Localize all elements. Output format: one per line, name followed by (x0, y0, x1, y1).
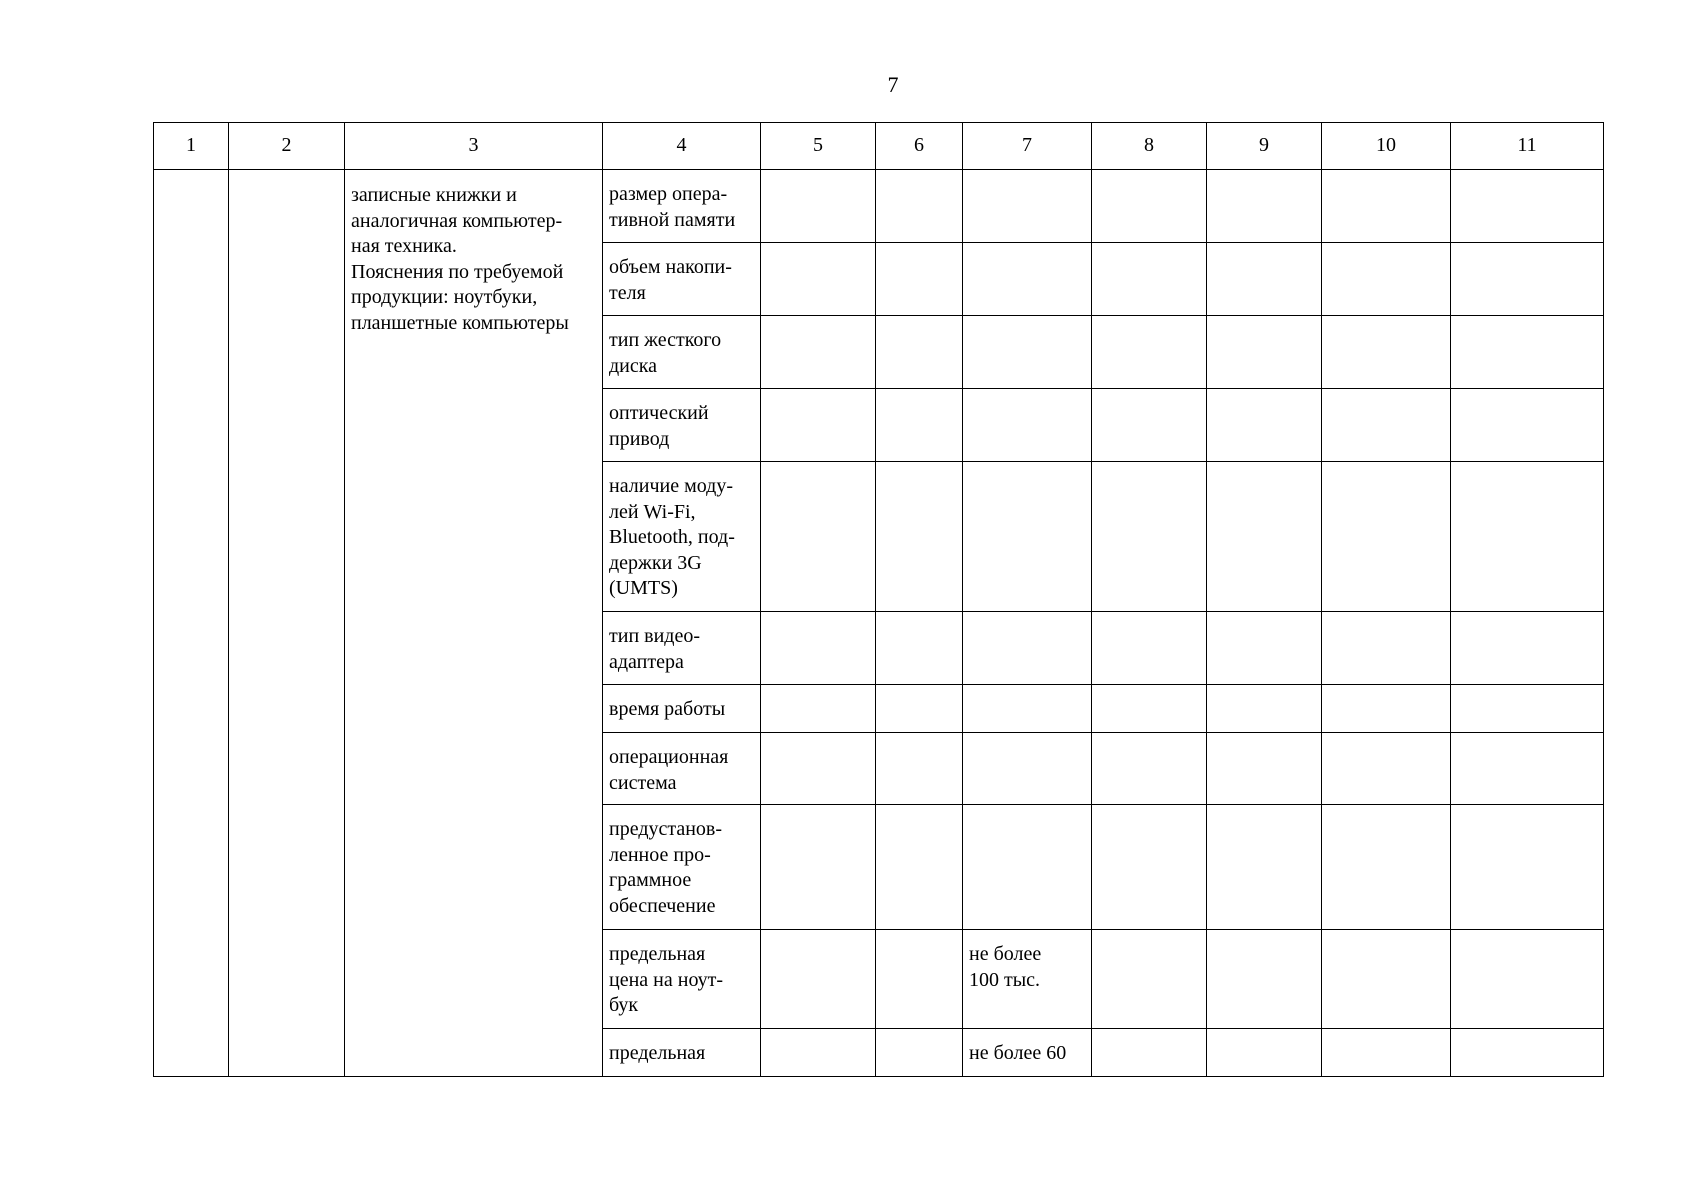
category-description-cell (345, 170, 603, 1077)
characteristic-label: предустанов- ленное про- граммное обеспечение (609, 818, 723, 917)
cell-col-8 (1092, 733, 1207, 805)
header-cell-6: 6 (876, 123, 963, 170)
characteristic-label: предельная (609, 1042, 706, 1064)
cell-col-6 (876, 612, 963, 685)
characteristic-cell (603, 930, 761, 1029)
value-cell (963, 612, 1092, 685)
cell-col-10 (1322, 170, 1451, 243)
cell-col-5 (761, 805, 876, 930)
cell-col-6 (876, 1029, 963, 1077)
cell-col-6 (876, 685, 963, 733)
cell-col-8 (1092, 685, 1207, 733)
cell-col-11 (1451, 389, 1604, 462)
characteristic-label: наличие моду- лей Wi-Fi, Bluetooth, под- держки 3G (UMTS) (609, 475, 735, 599)
characteristic-label: тип жесткого диска (609, 329, 722, 377)
cell-col-9 (1207, 805, 1322, 930)
cell-col-8 (1092, 805, 1207, 930)
characteristic-cell (603, 1029, 761, 1077)
cell-col-8 (1092, 170, 1207, 243)
cell-col-11 (1451, 805, 1604, 930)
characteristic-cell (603, 805, 761, 930)
cell-col-11 (1451, 462, 1604, 612)
cell-col-9 (1207, 316, 1322, 389)
value-cell (963, 1029, 1092, 1077)
value-cell (963, 733, 1092, 805)
cell-col-6 (876, 733, 963, 805)
cell-col-8 (1092, 1029, 1207, 1077)
cell-col-5 (761, 243, 876, 316)
cell-col-8 (1092, 930, 1207, 1029)
value-cell (963, 243, 1092, 316)
cell-col-8 (1092, 612, 1207, 685)
header-cell-3: 3 (345, 123, 603, 170)
cell-col-6 (876, 805, 963, 930)
cell-col-10 (1322, 805, 1451, 930)
cell-col-8 (1092, 316, 1207, 389)
column-1-cell (154, 170, 229, 1077)
value-cell (963, 805, 1092, 930)
cell-col-9 (1207, 1029, 1322, 1077)
header-cell-2: 2 (229, 123, 345, 170)
price-limit-value: не более 60 (969, 1042, 1067, 1064)
value-cell (963, 316, 1092, 389)
cell-col-5 (761, 170, 876, 243)
cell-col-10 (1322, 243, 1451, 316)
cell-col-9 (1207, 243, 1322, 316)
cell-col-5 (761, 685, 876, 733)
characteristic-label: оптический привод (609, 402, 709, 450)
characteristic-label: тип видео- адаптера (609, 625, 701, 673)
cell-col-10 (1322, 1029, 1451, 1077)
cell-col-9 (1207, 389, 1322, 462)
cell-col-6 (876, 243, 963, 316)
requirements-table (153, 122, 1604, 1077)
cell-col-5 (761, 316, 876, 389)
category-description: записные книжки и аналогичная компьютер- ная техника. Пояснения по требуемой продукции: ноутбуки, планшетные компьютеры (351, 184, 569, 334)
header-row (154, 123, 1604, 170)
cell-col-10 (1322, 685, 1451, 733)
cell-col-5 (761, 462, 876, 612)
value-cell (963, 685, 1092, 733)
characteristic-cell (603, 243, 761, 316)
characteristic-cell (603, 316, 761, 389)
characteristic-cell (603, 170, 761, 243)
characteristic-label: объем накопи- теля (609, 256, 732, 304)
header-cell-4: 4 (603, 123, 761, 170)
cell-col-10 (1322, 930, 1451, 1029)
characteristic-label: предельная цена на ноут- бук (609, 943, 724, 1016)
cell-col-11 (1451, 316, 1604, 389)
cell-col-10 (1322, 316, 1451, 389)
cell-col-6 (876, 462, 963, 612)
cell-col-9 (1207, 930, 1322, 1029)
cell-col-5 (761, 733, 876, 805)
cell-col-6 (876, 389, 963, 462)
value-cell (963, 462, 1092, 612)
price-limit-value: не более 100 тыс. (969, 943, 1042, 991)
characteristic-cell (603, 389, 761, 462)
cell-col-10 (1322, 612, 1451, 685)
column-2-cell (229, 170, 345, 1077)
cell-col-5 (761, 1029, 876, 1077)
value-cell (963, 389, 1092, 462)
characteristic-label: операционная система (609, 746, 729, 794)
header-cell-5: 5 (761, 123, 876, 170)
cell-col-5 (761, 930, 876, 1029)
cell-col-11 (1451, 612, 1604, 685)
cell-col-9 (1207, 612, 1322, 685)
characteristic-label: размер опера- тивной памяти (609, 183, 736, 231)
cell-col-8 (1092, 462, 1207, 612)
value-cell (963, 170, 1092, 243)
cell-col-6 (876, 930, 963, 1029)
page-number: 7 (887, 72, 899, 97)
characteristic-cell (603, 733, 761, 805)
cell-col-9 (1207, 733, 1322, 805)
table-row (154, 170, 1604, 243)
cell-col-10 (1322, 462, 1451, 612)
cell-col-6 (876, 170, 963, 243)
cell-col-11 (1451, 733, 1604, 805)
cell-col-11 (1451, 930, 1604, 1029)
header-cell-8: 8 (1092, 123, 1207, 170)
cell-col-9 (1207, 462, 1322, 612)
cell-col-11 (1451, 243, 1604, 316)
cell-col-5 (761, 612, 876, 685)
cell-col-8 (1092, 389, 1207, 462)
cell-col-10 (1322, 733, 1451, 805)
header-cell-9: 9 (1207, 123, 1322, 170)
characteristic-cell (603, 462, 761, 612)
value-cell (963, 930, 1092, 1029)
header-cell-1: 1 (154, 123, 229, 170)
cell-col-11 (1451, 1029, 1604, 1077)
cell-col-6 (876, 316, 963, 389)
header-cell-10: 10 (1322, 123, 1451, 170)
cell-col-9 (1207, 170, 1322, 243)
characteristic-cell (603, 685, 761, 733)
cell-col-11 (1451, 685, 1604, 733)
cell-col-8 (1092, 243, 1207, 316)
cell-col-11 (1451, 170, 1604, 243)
header-cell-11: 11 (1451, 123, 1604, 170)
cell-col-5 (761, 389, 876, 462)
cell-col-9 (1207, 685, 1322, 733)
header-cell-7: 7 (963, 123, 1092, 170)
characteristic-cell (603, 612, 761, 685)
cell-col-10 (1322, 389, 1451, 462)
characteristic-label: время работы (609, 698, 726, 720)
